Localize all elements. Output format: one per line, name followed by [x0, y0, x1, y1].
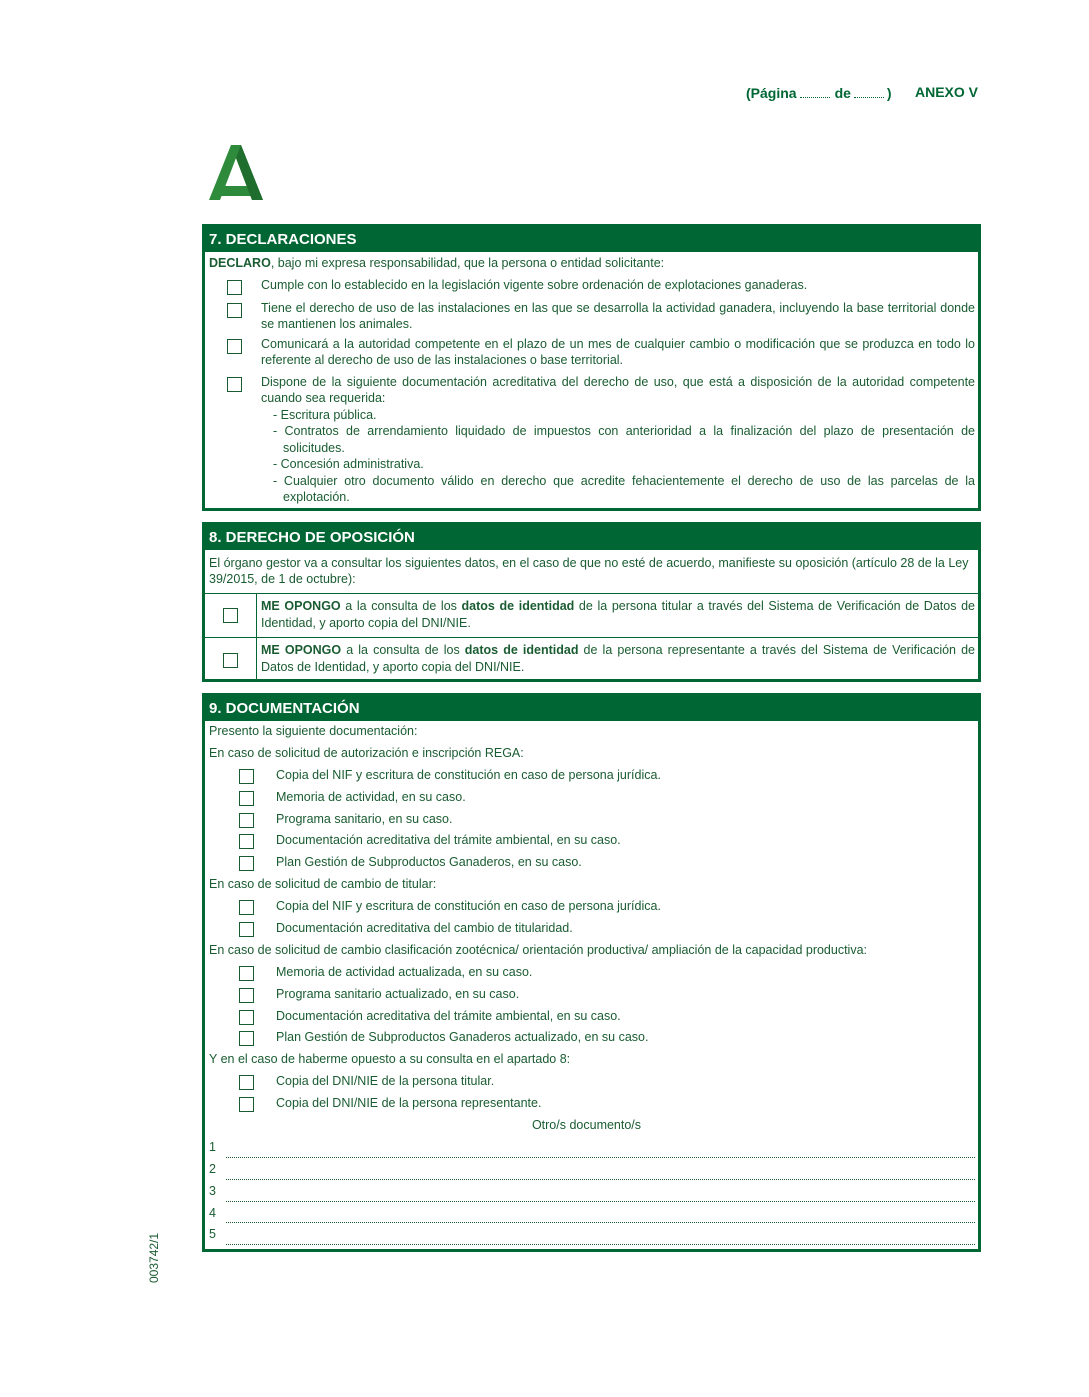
opposition-checkbox[interactable] — [223, 653, 238, 668]
section-title: 7. DECLARACIONES — [205, 227, 978, 252]
document-checkbox[interactable] — [239, 1010, 254, 1025]
document-checkbox[interactable] — [239, 769, 254, 784]
document-checkbox[interactable] — [239, 900, 254, 915]
group-label: En caso de solicitud de cambio de titular: — [209, 877, 437, 892]
form-code: 003742/1 — [147, 1232, 161, 1283]
document-type-item: - Cualquier otro documento válido en derecho que acredite fehacientemente el derecho de uso de las parcelas de la explotación. — [273, 473, 975, 504]
document-item: Documentación acreditativa del cambio de titularidad. — [205, 918, 978, 940]
document-item: Copia del DNI/NIE de la persona representante. — [205, 1093, 978, 1115]
annex-label: ANEXO V — [915, 84, 979, 100]
section-intro: DECLARO, bajo mi expresa responsabilidad, que la persona o entidad solicitante: — [209, 256, 665, 270]
document-item: Documentación acreditativa del trámite ambiental, en su caso. — [205, 1006, 978, 1028]
group-label: Y en el caso de haberme opuesto a su consulta en el apartado 8: — [209, 1052, 571, 1067]
document-checkbox[interactable] — [239, 791, 254, 806]
other-document-field[interactable] — [226, 1157, 975, 1158]
page-total-field[interactable] — [854, 84, 884, 98]
document-type-item: - Contratos de arrendamiento liquidado de impuestos con anterioridad a la finalización del plazo de presentación de solicitudes. — [273, 424, 975, 455]
section-intro: El órgano gestor va a consultar los siguientes datos, en el caso de que no esté de acuerdo, manifieste su oposición (artículo 28 de la Ley 39/2015, de 1 de octubre): — [205, 550, 978, 594]
document-item: Copia del NIF y escritura de constitución en caso de persona jurídica. — [205, 896, 978, 918]
document-item: Plan Gestión de Subproductos Ganaderos actualizado, en su caso. — [205, 1027, 978, 1049]
document-checkbox[interactable] — [239, 813, 254, 828]
declaration-item: Comunicará a la autoridad competente en el plazo de un mes de cualquier cambio o modificación que se produzca en todo lo referente al derecho de uso de las instalaciones o base territorial. — [205, 336, 978, 369]
document-item: Programa sanitario actualizado, en su caso. — [205, 984, 978, 1006]
document-checkbox[interactable] — [239, 1031, 254, 1046]
other-documents-label: Otro/s documento/s — [531, 1118, 642, 1133]
document-checkbox[interactable] — [239, 922, 254, 937]
document-item: Copia del NIF y escritura de constitución en caso de persona jurídica. — [205, 765, 978, 787]
section-documentacion — [202, 693, 981, 1252]
declaration-checkbox[interactable] — [227, 377, 242, 392]
declaration-item: Tiene el derecho de uso de las instalaciones en las que se desarrolla la actividad ganadera, incluyendo la base territorial donde se mantienen los animales. — [205, 300, 978, 333]
page-reference: (Página de ) — [746, 85, 892, 101]
junta-andalucia-a-logo — [203, 142, 269, 204]
document-item: Memoria de actividad, en su caso. — [205, 787, 978, 809]
other-document-line: 1 — [205, 1137, 978, 1159]
other-document-line: 2 — [205, 1159, 978, 1181]
other-document-line: 3 — [205, 1181, 978, 1203]
declaration-item: Cumple con lo establecido en la legislación vigente sobre ordenación de explotaciones ganaderas. — [205, 277, 978, 294]
document-type-item: - Concesión administrativa. — [273, 457, 424, 471]
declaration-checkbox[interactable] — [227, 280, 242, 295]
section-title: 9. DOCUMENTACIÓN — [205, 696, 978, 721]
other-document-field[interactable] — [226, 1222, 975, 1223]
document-checkbox[interactable] — [239, 1075, 254, 1090]
document-item: Documentación acreditativa del trámite ambiental, en su caso. — [205, 830, 978, 852]
document-type-list — [261, 407, 975, 506]
other-document-line: 5 — [205, 1224, 978, 1246]
declaration-checkbox[interactable] — [227, 339, 242, 354]
opposition-row-representante: ME OPONGO a la consulta de los datos de identidad de la persona representante a través del Sistema de Verificación de Datos de Identidad, y aporto copia del DNI/NIE. — [205, 638, 978, 682]
section-derecho-oposicion — [202, 522, 981, 682]
document-checkbox[interactable] — [239, 856, 254, 871]
other-document-line: 4 — [205, 1203, 978, 1225]
document-item: Programa sanitario, en su caso. — [205, 809, 978, 831]
group-label: En caso de solicitud de cambio clasificación zootécnica/ orientación productiva/ ampliación de la capacidad productiva: — [209, 942, 868, 957]
other-document-field[interactable] — [226, 1244, 975, 1245]
document-item: Plan Gestión de Subproductos Ganaderos, en su caso. — [205, 852, 978, 874]
declaration-item: Dispone de la siguiente documentación acreditativa del derecho de uso, que está a disposición de la autoridad competente cuando sea requerida: - Escritura pública. - Contratos de arrendamiento liquidado de impuestos con anterioridad a la finalización del plazo de presentación de solicitudes. - Concesión administrativa. - Cualquier otro documento válido en derecho que acredite fehacientemente el derecho de uso de las parcelas de la explotación. — [205, 374, 978, 506]
declaration-checkbox[interactable] — [227, 303, 242, 318]
page-number-field[interactable] — [800, 84, 830, 98]
other-document-field[interactable] — [226, 1201, 975, 1202]
opposition-row-titular: ME OPONGO a la consulta de los datos de identidad de la persona titular a través del Sistema de Verificación de Datos de Identidad, y aporto copia del DNI/NIE. — [205, 594, 978, 638]
section-declaraciones — [202, 224, 981, 511]
document-type-item: - Escritura pública. — [273, 407, 377, 422]
document-item: Copia del DNI/NIE de la persona titular. — [205, 1071, 978, 1093]
document-checkbox[interactable] — [239, 988, 254, 1003]
document-item: Memoria de actividad actualizada, en su caso. — [205, 962, 978, 984]
group-label: En caso de solicitud de autorización e inscripción REGA: — [209, 745, 524, 760]
document-checkbox[interactable] — [239, 834, 254, 849]
section-title: 8. DERECHO DE OPOSICIÓN — [205, 525, 978, 550]
document-checkbox[interactable] — [239, 1097, 254, 1112]
other-document-field[interactable] — [226, 1179, 975, 1180]
section-intro: Presento la siguiente documentación: — [209, 724, 418, 738]
opposition-checkbox[interactable] — [223, 608, 238, 623]
document-checkbox[interactable] — [239, 966, 254, 981]
